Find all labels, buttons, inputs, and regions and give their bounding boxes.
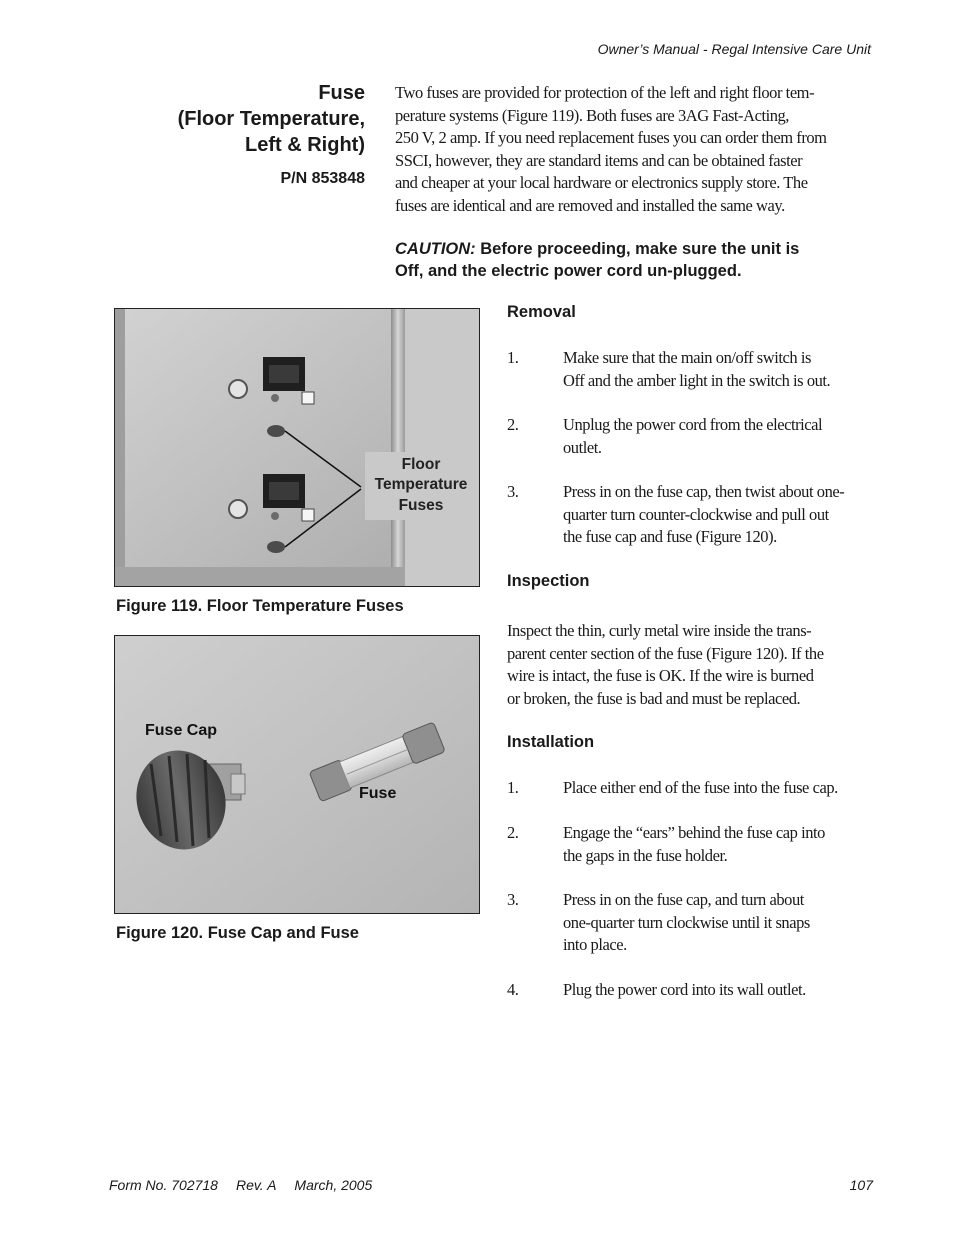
intro-line: perature systems (Figure 119). Both fuses are 3AG Fast-Acting,	[395, 105, 789, 125]
control-panel-illustration	[115, 309, 479, 586]
inspection-line: parent center section of the fuse (Figure 120). If the	[507, 643, 824, 663]
intro-line: fuses are identical and are removed and installed the same way.	[395, 195, 785, 215]
section-title-line: Left & Right)	[245, 134, 365, 156]
caution-note	[395, 238, 875, 282]
inspection-line: or broken, the fuse is bad and must be replaced.	[507, 688, 801, 708]
caution-text: Off, and the electric power cord un-plugged.	[395, 262, 742, 280]
inspection-line: Inspect the thin, curly metal wire inside the trans-	[507, 621, 812, 640]
footer-date: March, 2005	[294, 1177, 373, 1193]
step-text: Plug the power cord into its wall outlet.	[563, 980, 806, 999]
fuse-cap-illustration	[115, 636, 479, 913]
installation-heading: Installation	[507, 733, 595, 751]
panel-bottom-edge	[115, 567, 405, 586]
figure-119-caption: Figure 119. Floor Temperature Fuses	[116, 597, 404, 615]
installation-step	[507, 979, 877, 1002]
removal-step	[507, 347, 877, 392]
section-title	[105, 80, 365, 158]
step-text: Place either end of the fuse into the fuse cap.	[563, 778, 838, 797]
step-number: 1.	[507, 778, 519, 797]
step-text: Off and the amber light in the switch is out.	[563, 370, 831, 390]
removal-step	[507, 414, 877, 459]
callout-label: Fuses	[398, 497, 444, 514]
installation-step	[507, 822, 877, 867]
step-text: Press in on the fuse cap, and turn about	[563, 890, 804, 909]
removal-step	[507, 481, 877, 549]
step-number: 2.	[507, 823, 519, 842]
switch-icon	[302, 509, 314, 521]
step-number: 3.	[507, 890, 519, 909]
part-number: P/N 853848	[280, 170, 365, 187]
panel-left-edge	[115, 309, 125, 586]
indicator-icon	[271, 394, 279, 402]
knob-icon	[229, 380, 247, 398]
label-fuse-cap: Fuse Cap	[145, 722, 218, 739]
step-text: the fuse cap and fuse (Figure 120).	[563, 527, 777, 546]
indicator-icon	[271, 512, 279, 520]
step-text: Make sure that the main on/off switch is	[563, 348, 811, 367]
callout-label: Floor	[401, 456, 441, 473]
step-text: Unplug the power cord from the electrical	[563, 415, 823, 434]
step-number: 1.	[507, 348, 519, 367]
panel-frame-edge	[391, 309, 405, 586]
intro-paragraph	[395, 82, 875, 217]
intro-line: SSCI, however, they are standard items and can be obtained faster	[395, 150, 803, 170]
step-text: quarter turn counter-clockwise and pull out	[563, 504, 829, 524]
step-text: Engage the “ears” behind the fuse cap into	[563, 823, 825, 842]
step-text: Press in on the fuse cap, then twist about one-	[563, 482, 845, 501]
removal-heading: Removal	[507, 303, 576, 321]
display-screen-icon	[269, 482, 299, 500]
knob-icon	[229, 500, 247, 518]
fuse-holder-icon	[267, 541, 285, 553]
inspection-line: wire is intact, the fuse is OK. If the wire is burned	[507, 666, 814, 685]
step-text: outlet.	[563, 437, 602, 457]
installation-step	[507, 777, 877, 800]
footer-revision: Rev. A	[235, 1177, 277, 1193]
intro-line: 250 V, 2 amp. If you need replacement fuses you can order them from	[395, 128, 827, 147]
figure-120-caption: Figure 120. Fuse Cap and Fuse	[116, 924, 359, 942]
running-head: Owner’s Manual - Regal Intensive Care Unit	[597, 41, 871, 57]
section-title-line: Fuse	[318, 82, 365, 104]
page-number: 107	[849, 1177, 873, 1193]
intro-line: and cheaper at your local hardware or electronics supply store. The	[395, 173, 808, 192]
cabinet-side	[405, 309, 479, 586]
fuse-cap-ear	[231, 774, 245, 794]
step-text: into place.	[563, 935, 627, 954]
inspection-paragraph	[507, 620, 877, 710]
fuse-holder-icon	[267, 425, 285, 437]
step-number: 2.	[507, 415, 519, 434]
step-text: one-quarter turn clockwise until it snaps	[563, 912, 810, 932]
footer-form-info	[109, 1177, 390, 1193]
caution-label: CAUTION:	[395, 240, 476, 258]
step-number: 3.	[507, 482, 519, 501]
figure-119-photo	[114, 308, 480, 587]
installation-step	[507, 889, 877, 957]
display-screen-icon	[269, 365, 299, 383]
step-number: 4.	[507, 980, 519, 999]
label-fuse: Fuse	[359, 785, 397, 802]
intro-line: Two fuses are provided for protection of the left and right floor tem-	[395, 83, 815, 102]
callout-label: Temperature	[374, 476, 468, 493]
caution-text: Before proceeding, make sure the unit is	[475, 240, 800, 258]
footer-form-number: Form No. 702718	[109, 1177, 218, 1193]
step-text: the gaps in the fuse holder.	[563, 845, 728, 865]
inspection-heading: Inspection	[507, 572, 590, 590]
figure-120-photo	[114, 635, 480, 914]
switch-icon	[302, 392, 314, 404]
section-title-line: (Floor Temperature,	[177, 108, 365, 130]
